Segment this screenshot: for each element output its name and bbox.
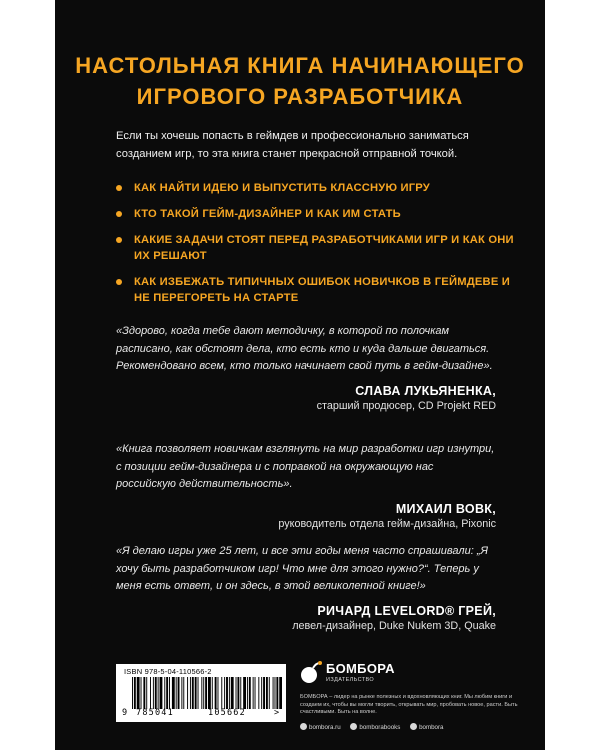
barcode	[116, 664, 286, 722]
quote-text: «Я делаю игры уже 25 лет, и все эти годы меня часто спрашивали: „Я хочу быть разработчиком игр! Что мне для этого нужно?“. Теперь у меня есть ответ, и он здесь, в этой великолепной книге!»	[116, 545, 489, 592]
barcode-bar	[190, 677, 191, 709]
social-icon	[410, 723, 417, 730]
barcode-bar	[158, 677, 159, 709]
barcode-bar	[134, 677, 136, 709]
barcode-bar	[195, 677, 197, 709]
quote-author-role: руководитель отдела гейм-дизайна, Pixonic	[278, 517, 496, 530]
barcode-bar	[181, 677, 182, 709]
barcode-bar	[166, 677, 168, 709]
vk-icon	[350, 723, 357, 730]
publisher-socials	[300, 723, 530, 731]
barcode-bar	[150, 677, 151, 709]
book-title	[55, 50, 545, 112]
barcode-bar	[240, 677, 241, 709]
social-vk[interactable]	[350, 724, 400, 731]
barcode-digits-left: 785041	[136, 708, 174, 718]
barcode-bar	[247, 677, 248, 709]
feature-text: КТО ТАКОЙ ГЕЙМ-ДИЗАЙНЕР И КАК ИМ СТАТЬ	[134, 208, 401, 220]
quote-author-role: левел-дизайнер, Duke Nukem 3D, Quake	[292, 619, 496, 632]
social-website[interactable]	[300, 724, 341, 731]
review-quote	[116, 543, 496, 632]
barcode-bar	[276, 677, 278, 709]
publisher-block	[300, 658, 530, 731]
barcode-bar	[275, 677, 276, 709]
barcode-bar	[269, 677, 270, 709]
barcode-bar	[132, 677, 133, 709]
barcode-bar	[178, 677, 180, 709]
barcode-bar	[218, 677, 219, 709]
barcode-digits-right: 105662	[208, 708, 246, 718]
barcode-bar	[155, 677, 157, 709]
feature-list	[116, 180, 516, 316]
quote-author: МИХАИЛ ВОВК,	[395, 501, 496, 516]
barcode-bar	[273, 677, 274, 709]
barcode-bars	[132, 677, 282, 709]
barcode-bar	[183, 677, 184, 709]
barcode-bar	[258, 677, 259, 709]
social-vk-label: bomborabooks	[359, 723, 401, 731]
barcode-bar	[141, 677, 142, 709]
quote-text: «Здорово, когда тебе дают методичку, в которой по полочкам расписано, как обстоят дела, кто есть кто и куда дальше двигаться. Рекомендовано всем, кто только начинает свой путь в гейм-дизайне».	[116, 325, 493, 372]
feature-text: КАКИЕ ЗАДАЧИ СТОЯТ ПЕРЕД РАЗРАБОТЧИКАМИ ИГР И КАК ОНИ ИХ РЕШАЮТ	[134, 234, 514, 262]
barcode-bar	[137, 677, 140, 709]
barcode-bar	[212, 677, 213, 709]
barcode-bar	[203, 677, 204, 709]
social-other-label: bombora	[419, 723, 444, 731]
barcode-bar	[160, 677, 163, 709]
feature-item	[116, 232, 516, 264]
feature-item	[116, 206, 516, 222]
quote-author: СЛАВА ЛУКЬЯНЕНКА,	[355, 383, 496, 398]
intro-text: Если ты хочешь попасть в геймдев и профессионально заниматься созданием игр, то эта книга станет прекрасной отправной точкой.	[116, 130, 469, 160]
barcode-end-mark: >	[274, 708, 280, 718]
bullet-dot-icon	[116, 237, 122, 243]
barcode-bar	[226, 677, 228, 709]
bomb-logo-icon	[300, 660, 322, 684]
barcode-bar	[237, 677, 239, 709]
barcode-bar	[255, 677, 256, 709]
publisher-subtitle: ИЗДАТЕЛЬСТВО	[326, 677, 375, 683]
barcode-bar	[215, 677, 217, 709]
quote-text: «Книга позволяет новичкам взглянуть на мир разработки игр изнутри, с позиции гейм-дизайнера и с поправкой на окружающую нас российскую действительность».	[116, 443, 495, 490]
book-back-cover	[55, 0, 545, 750]
bullet-dot-icon	[116, 279, 122, 285]
barcode-bar	[279, 677, 282, 709]
barcode-bar	[263, 677, 265, 709]
isbn-number: ISBN 978-5-04-110566-2	[124, 667, 212, 676]
barcode-bar	[146, 677, 147, 709]
barcode-bar	[253, 677, 254, 709]
feature-item	[116, 180, 516, 196]
barcode-bar	[192, 677, 194, 709]
barcode-bar	[176, 677, 177, 709]
barcode-bar	[153, 677, 154, 709]
barcode-bar	[261, 677, 262, 709]
publisher-logo	[300, 658, 530, 688]
feature-text: КАК ИЗБЕЖАТЬ ТИПИЧНЫХ ОШИБОК НОВИЧКОВ В ГЕЙМДЕВЕ И НЕ ПЕРЕГОРЕТЬ НА СТАРТЕ	[134, 276, 511, 304]
title-line-1: НАСТОЛЬНАЯ КНИГА НАЧИНАЮЩЕГО	[75, 53, 525, 78]
publisher-description: БОМБОРА – лидер на рынке полезных и вдохновляющих книг. Мы любим книги и создаем их, чтобы вы могли творить, открывать мир, пробовать новое, расти. Быть счастливыми. Быть на волне.	[300, 694, 518, 715]
barcode-bar	[172, 677, 175, 709]
barcode-bar	[224, 677, 225, 709]
barcode-bar	[243, 677, 246, 709]
bullet-dot-icon	[116, 185, 122, 191]
social-website-label: bombora.ru	[309, 723, 341, 731]
publisher-name: БОМБОРА	[326, 661, 395, 676]
barcode-bar	[221, 677, 222, 709]
feature-item	[116, 274, 516, 306]
quote-author: РИЧАРД LEVELORD® ГРЕЙ,	[317, 603, 496, 618]
barcode-bar	[249, 677, 251, 709]
barcode-bar	[164, 677, 165, 709]
barcode-bar	[169, 677, 170, 709]
barcode-bar	[198, 677, 199, 709]
barcode-bar	[229, 677, 230, 709]
feature-text: КАК НАЙТИ ИДЕЮ И ВЫПУСТИТЬ КЛАССНУЮ ИГРУ	[134, 182, 430, 194]
barcode-bar	[205, 677, 207, 709]
barcode-bar	[231, 677, 234, 709]
barcode-bar	[143, 677, 145, 709]
review-quote	[116, 441, 496, 530]
title-line-2: ИГРОВОГО РАЗРАБОТЧИКА	[136, 84, 464, 109]
barcode-bar	[266, 677, 268, 709]
barcode-first-digit: 9	[122, 708, 128, 718]
globe-icon	[300, 723, 307, 730]
social-other[interactable]	[410, 724, 443, 731]
quote-author-role: старший продюсер, CD Projekt RED	[316, 399, 496, 412]
barcode-bar	[187, 677, 188, 709]
barcode-bar	[208, 677, 211, 709]
review-quote	[116, 323, 496, 412]
barcode-bar	[201, 677, 202, 709]
bullet-dot-icon	[116, 211, 122, 217]
barcode-bar	[236, 677, 237, 709]
